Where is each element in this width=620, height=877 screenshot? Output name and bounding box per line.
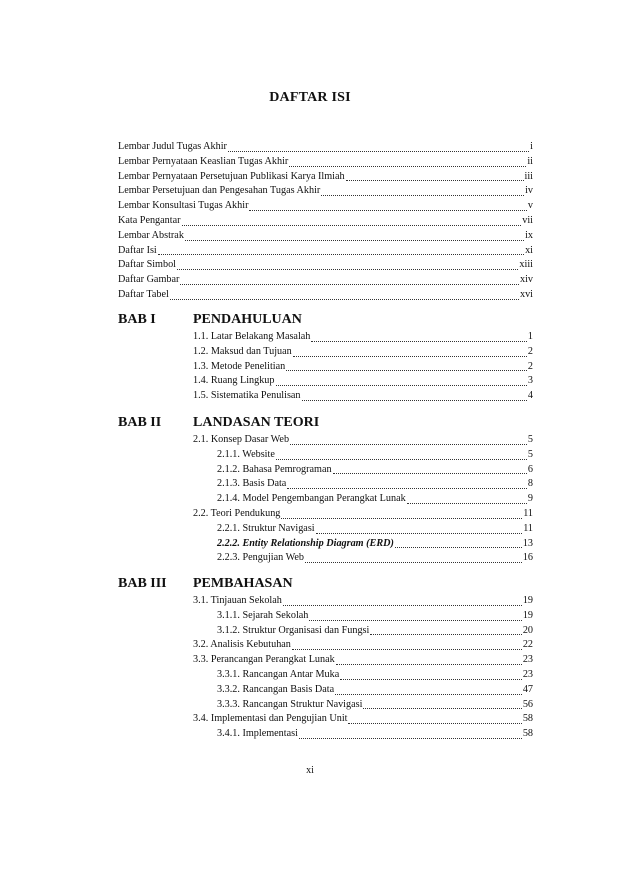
- chapter-title: PENDAHULUAN: [193, 312, 302, 327]
- toc-entry-page: 2: [527, 360, 533, 372]
- toc-entry-label: 2.2.1. Struktur Navigasi: [217, 522, 315, 534]
- toc-entry-page: 1: [527, 331, 533, 342]
- leader-dots: [363, 698, 521, 709]
- toc-entry-label: 3.3.1. Rancangan Antar Muka: [217, 668, 340, 680]
- page-title: DAFTAR ISI: [269, 90, 351, 105]
- leader-dots: [177, 259, 518, 270]
- toc-entry[interactable]: [193, 477, 533, 492]
- toc-entry[interactable]: [193, 433, 533, 448]
- toc-entry[interactable]: [193, 389, 533, 404]
- toc-entry[interactable]: [193, 507, 533, 522]
- toc-entry-page: 11: [523, 507, 533, 519]
- toc-entry-label: Lembar Abstrak: [118, 229, 184, 241]
- toc-entry[interactable]: [193, 345, 533, 360]
- toc-entry-page: 13: [522, 537, 533, 549]
- leader-dots: [336, 654, 522, 665]
- leader-dots: [290, 434, 527, 445]
- toc-entry[interactable]: [118, 155, 533, 170]
- front-matter-list: [118, 140, 533, 303]
- toc-entry-label: Daftar Gambar: [118, 274, 180, 286]
- chapter-heading[interactable]: [118, 574, 533, 594]
- leader-dots: [185, 230, 524, 241]
- toc-entry[interactable]: [118, 244, 533, 259]
- toc-entry-page: 56: [522, 698, 533, 710]
- leader-dots: [249, 200, 526, 211]
- leader-dots: [170, 289, 519, 300]
- toc-entry-page: 8: [527, 478, 533, 490]
- toc-entry-page: iii: [524, 170, 533, 182]
- toc-entry-page: 4: [527, 390, 533, 402]
- toc-entry-label: 3.1. Tinjauan Sekolah: [193, 595, 282, 606]
- toc-entry-label: Lembar Pernyataan Persetujuan Publikasi Karya Ilmiah: [118, 170, 345, 182]
- toc-entry[interactable]: [118, 214, 533, 229]
- toc-entry-label: 3.3. Perancangan Perangkat Lunak: [193, 654, 335, 666]
- toc-entry-label: 3.3.2. Rancangan Basis Data: [217, 683, 335, 695]
- toc-entry[interactable]: [118, 199, 533, 214]
- leader-dots: [346, 170, 524, 181]
- toc-entry-page: v: [527, 200, 533, 212]
- toc-entry-label: 1.3. Metode Penelitian: [193, 360, 286, 372]
- toc-entry-label: 3.4.1. Implementasi: [217, 728, 298, 740]
- leader-dots: [348, 713, 521, 724]
- toc-entry-label: 1.5. Sistematika Penulisan: [193, 390, 301, 402]
- leader-dots: [228, 141, 529, 152]
- toc-entry-page: xiii: [519, 259, 533, 271]
- toc-entry-page: ix: [525, 229, 533, 241]
- toc-entry-page: 20: [522, 624, 533, 636]
- leader-dots: [283, 595, 522, 606]
- leader-dots: [276, 375, 527, 386]
- toc-entry-label: Kata Pengantar: [118, 214, 181, 226]
- toc-entry-page: xvi: [519, 288, 533, 300]
- toc-entry-page: iv: [525, 185, 533, 197]
- leader-dots: [276, 449, 527, 460]
- toc-entry[interactable]: [118, 170, 533, 185]
- toc-entry-label: 3.3.3. Rancangan Struktur Navigasi: [217, 698, 363, 710]
- toc-entry-page: 22: [522, 639, 533, 651]
- chapter-title: PEMBAHASAN: [193, 576, 293, 591]
- toc-entry[interactable]: [193, 727, 533, 742]
- toc-entry-page: 19: [522, 609, 533, 621]
- toc-entry-page: 19: [522, 595, 533, 606]
- toc-entry-label: 2.2.2. Entity Relationship Diagram (ERD): [217, 537, 394, 549]
- leader-dots: [333, 463, 527, 474]
- leader-dots: [316, 523, 523, 534]
- toc-entry-page: 6: [527, 463, 533, 475]
- toc-entry[interactable]: [193, 522, 533, 537]
- leader-dots: [281, 508, 522, 519]
- toc-entry[interactable]: [193, 668, 533, 683]
- toc-entry[interactable]: [193, 609, 533, 624]
- toc-entry-page: 16: [522, 552, 533, 564]
- toc-entry-label: 3.1.2. Struktur Organisasi dan Fungsi: [217, 624, 370, 636]
- chapter-heading[interactable]: [118, 310, 533, 330]
- toc-entry[interactable]: [118, 258, 533, 273]
- toc-entry-page: 47: [522, 683, 533, 695]
- toc-entry-label: 3.2. Analisis Kebutuhan: [193, 639, 291, 651]
- toc-entry-label: 2.1.2. Bahasa Pemrograman: [217, 463, 332, 475]
- leader-dots: [407, 493, 527, 504]
- toc-entry-label: 2.2. Teori Pendukung: [193, 507, 281, 519]
- toc-entry-page: 11: [523, 522, 533, 534]
- toc-entry-page: 5: [527, 434, 533, 445]
- toc-entry-label: 2.1. Konsep Dasar Web: [193, 434, 290, 445]
- page-number: xi: [306, 765, 314, 776]
- leader-dots: [182, 215, 522, 226]
- toc-entry-label: 1.2. Maksud dan Tujuan: [193, 345, 292, 357]
- toc-entry[interactable]: [193, 698, 533, 713]
- toc-entry-label: 3.4. Implementasi dan Pengujian Unit: [193, 713, 348, 725]
- chapter-items: [193, 433, 533, 566]
- leader-dots: [309, 610, 521, 621]
- chapter-items: [193, 330, 533, 404]
- toc-entry[interactable]: [193, 537, 533, 552]
- toc-entry[interactable]: [118, 229, 533, 244]
- toc-entry-page: vii: [522, 214, 533, 226]
- toc-entry[interactable]: [193, 360, 533, 375]
- toc-entry[interactable]: [193, 653, 533, 668]
- toc-entry-label: Lembar Persetujuan dan Pengesahan Tugas Akhir: [118, 185, 321, 197]
- toc-entry-label: Lembar Pernyataan Keaslian Tugas Akhir: [118, 155, 289, 167]
- chapter-bab-2: [118, 413, 533, 566]
- leader-dots: [286, 360, 527, 371]
- toc-entry[interactable]: [193, 448, 533, 463]
- chapter-items: [193, 594, 533, 742]
- toc-entry-page: 3: [527, 375, 533, 387]
- toc-entry[interactable]: [193, 492, 533, 507]
- chapter-number: BAB III: [118, 576, 167, 591]
- leader-dots: [311, 331, 527, 342]
- toc-entry-page: 23: [522, 668, 533, 680]
- toc-entry[interactable]: [193, 624, 533, 639]
- toc-entry-label: Lembar Konsultasi Tugas Akhir: [118, 200, 249, 212]
- toc-entry-label: Daftar Tabel: [118, 288, 169, 300]
- toc-entry[interactable]: [193, 374, 533, 389]
- toc-entry[interactable]: [193, 551, 533, 566]
- toc-entry[interactable]: [193, 638, 533, 653]
- toc-entry[interactable]: [118, 288, 533, 303]
- chapter-number: BAB II: [118, 415, 162, 430]
- chapter-heading[interactable]: [118, 413, 533, 433]
- toc-entry[interactable]: [193, 330, 533, 345]
- leader-dots: [158, 244, 524, 255]
- leader-dots: [289, 156, 526, 167]
- toc-entry-page: 9: [527, 493, 533, 505]
- toc-entry-label: Daftar Isi: [118, 244, 157, 256]
- toc-entry[interactable]: [118, 273, 533, 288]
- toc-entry-page: xiv: [519, 274, 533, 286]
- leader-dots: [302, 390, 527, 401]
- toc-entry[interactable]: [193, 594, 533, 609]
- leader-dots: [340, 669, 522, 680]
- toc-entry[interactable]: [193, 683, 533, 698]
- leader-dots: [180, 274, 519, 285]
- toc-entry-label: 1.1. Latar Belakang Masalah: [193, 331, 311, 342]
- leader-dots: [370, 624, 521, 635]
- chapter-number: BAB I: [118, 312, 156, 327]
- leader-dots: [292, 639, 522, 650]
- toc-entry-label: Daftar Simbol: [118, 259, 177, 271]
- chapter-title: LANDASAN TEORI: [193, 415, 320, 430]
- toc-entry-page: i: [530, 141, 533, 152]
- leader-dots: [293, 346, 527, 357]
- toc-entry-label: 3.1.1. Sejarah Sekolah: [217, 609, 309, 621]
- toc-entry-page: 5: [527, 448, 533, 460]
- toc-entry-page: ii: [527, 155, 533, 167]
- toc-entry-page: 23: [522, 654, 533, 666]
- toc-entry-label: 2.1.4. Model Pengembangan Perangkat Lunak: [217, 493, 406, 505]
- toc-entry-label: 2.1.3. Basis Data: [217, 478, 287, 490]
- chapter-bab-3: [118, 574, 533, 742]
- toc-entry-label: 1.4. Ruang Lingkup: [193, 375, 275, 387]
- toc-entry[interactable]: [193, 463, 533, 478]
- toc-entry-page: 58: [522, 713, 533, 725]
- toc-entry-label: Lembar Judul Tugas Akhir: [118, 141, 227, 152]
- leader-dots: [287, 478, 527, 489]
- toc-entry[interactable]: [118, 140, 533, 155]
- toc-entry[interactable]: [193, 712, 533, 727]
- toc-entry-page: 58: [522, 728, 533, 740]
- leader-dots: [395, 537, 522, 548]
- leader-dots: [321, 185, 524, 196]
- toc-entry-page: xi: [525, 244, 533, 256]
- leader-dots: [335, 684, 522, 695]
- leader-dots: [305, 552, 522, 563]
- toc-entry[interactable]: [118, 184, 533, 199]
- toc-entry-label: 2.1.1. Website: [217, 448, 275, 460]
- chapter-bab-1: [118, 310, 533, 404]
- toc-entry-label: 2.2.3. Pengujian Web: [217, 552, 304, 564]
- toc-entry-page: 2: [527, 345, 533, 357]
- leader-dots: [299, 728, 522, 739]
